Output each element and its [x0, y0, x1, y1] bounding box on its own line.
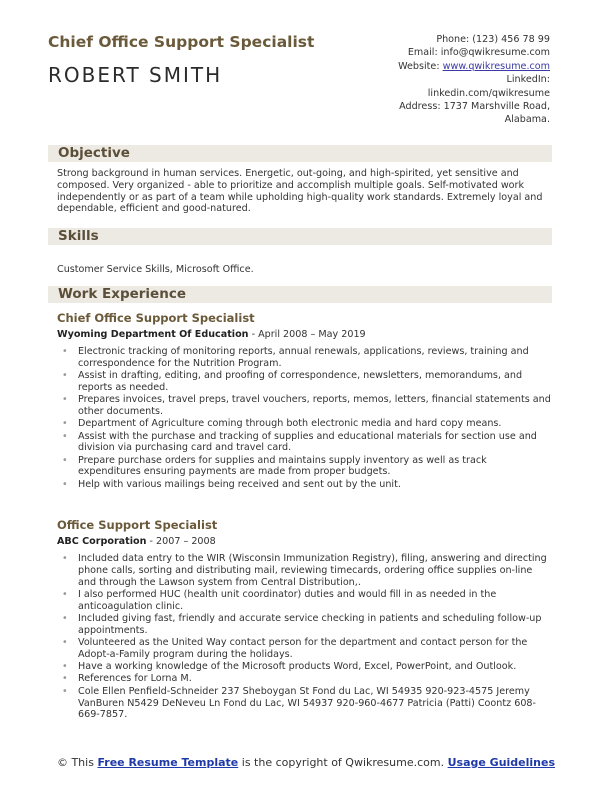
contact-email: Email: info@qwikresume.com: [407, 47, 550, 59]
website-label: Website:: [398, 60, 440, 72]
list-item: • Included giving fast, friendly and accurate service checking in patients and scheduling follow-up appointments.: [57, 613, 552, 637]
footer-middle: is the copyright of Qwikresume.com.: [238, 756, 448, 769]
list-item: • Assist with the purchase and tracking of supplies and educational materials for section use and division via purchasing card and travel card.: [57, 431, 552, 455]
job-1-organization: Wyoming Department Of Education: [57, 329, 249, 340]
skills-title: Skills: [58, 228, 99, 244]
list-item: • Prepare purchase orders for supplies and maintains supply inventory as well as track expenditures ensuring payments are made from proper budgets.: [57, 455, 552, 479]
skills-section-header: [48, 228, 552, 245]
contact-linkedin: linkedin.com/qwikresume: [427, 87, 550, 99]
objective-title: Objective: [58, 145, 130, 161]
list-item: • Have a working knowledge of the Microsoft products Word, Excel, PowerPoint, and Outlook.: [57, 661, 552, 673]
list-item: • Cole Ellen Penfield-Schneider 237 Sheboygan St Fond du Lac, WI 54935 920-923-4575 Jeremy VanBuren N5429 DeNeveu Ln Fond du Lac, WI 54937 920-960-4677 Patricia (Patti) Coontz 608-669-7857.: [57, 686, 552, 721]
free-resume-template-link[interactable]: Free Resume Template: [97, 756, 239, 769]
job-2-duties: [57, 553, 552, 722]
objective-text: Strong background in human services. Energetic, out-going, and high-spirited, yet sensitive and composed. Very organized - able to prioritize and accomplish multiple goals. Self-motivated work independently or as part of a team while upholding high-quality work standards. Extremely loyal and dependable, efficient and good-natured.: [57, 168, 543, 215]
list-item: • Help with various mailings being received and sent out by the unit.: [57, 479, 552, 491]
list-item: • References for Lorna M.: [57, 673, 552, 685]
job-2-organization: ABC Corporation: [57, 536, 147, 547]
objective-section-header: [48, 145, 552, 162]
job-2-meta: [57, 536, 216, 547]
skills-text: Customer Service Skills, Microsoft Office.: [57, 264, 254, 275]
list-item: • Volunteered as the United Way contact person for the department and contact person for the Adopt-a-Family program during the holidays.: [57, 637, 552, 661]
contact-address-line2: Alabama.: [504, 114, 550, 126]
usage-guidelines-link[interactable]: Usage Guidelines: [447, 756, 556, 769]
job-1-duties: [57, 346, 552, 491]
list-item: • Department of Agriculture coming through both electronic media and hard copy means.: [57, 418, 552, 430]
copyright-footer: [0, 756, 612, 770]
contact-address-line1: Address: 1737 Marshville Road,: [399, 101, 550, 113]
job-1-dates: - April 2008 – May 2019: [248, 329, 366, 340]
contact-linkedin-label: LinkedIn:: [506, 74, 550, 86]
job-2-dates: - 2007 – 2008: [146, 536, 216, 547]
list-item: • Assist in drafting, editing, and proofing of correspondence, newsletters, memorandums, and reports as needed.: [57, 370, 552, 394]
list-item: • Electronic tracking of monitoring reports, annual renewals, applications, reviews, training and correspondence for the Nutrition Program.: [57, 346, 552, 370]
list-item: • Prepares invoices, travel preps, travel vouchers, reports, memos, letters, financial statements and other documents.: [57, 394, 552, 418]
website-link[interactable]: www.qwikresume.com: [442, 60, 550, 72]
experience-section-header: [48, 286, 552, 303]
job-1-meta: [57, 329, 366, 340]
footer-prefix: © This: [56, 756, 98, 769]
job-2-title: Office Support Specialist: [57, 518, 218, 532]
contact-block: [310, 33, 550, 127]
experience-title: Work Experience: [58, 286, 186, 302]
list-item: • I also performed HUC (health unit coordinator) duties and would fill in as needed in the anticoagulation clinic.: [57, 589, 552, 613]
list-item: • Included data entry to the WIR (Wisconsin Immunization Registry), filing, answering and directing phone calls, sorting and distributing mail, reviewing timecards, ordering office supplies on-line and through the Lawson system from Central Distribution,.: [57, 553, 552, 588]
headline-job-title: Chief Office Support Specialist: [48, 33, 315, 51]
candidate-name: ROBERT SMITH: [48, 63, 223, 87]
job-1-title: Chief Office Support Specialist: [57, 311, 255, 325]
contact-website: [310, 60, 550, 73]
contact-phone: Phone: (123) 456 78 99: [436, 34, 550, 45]
